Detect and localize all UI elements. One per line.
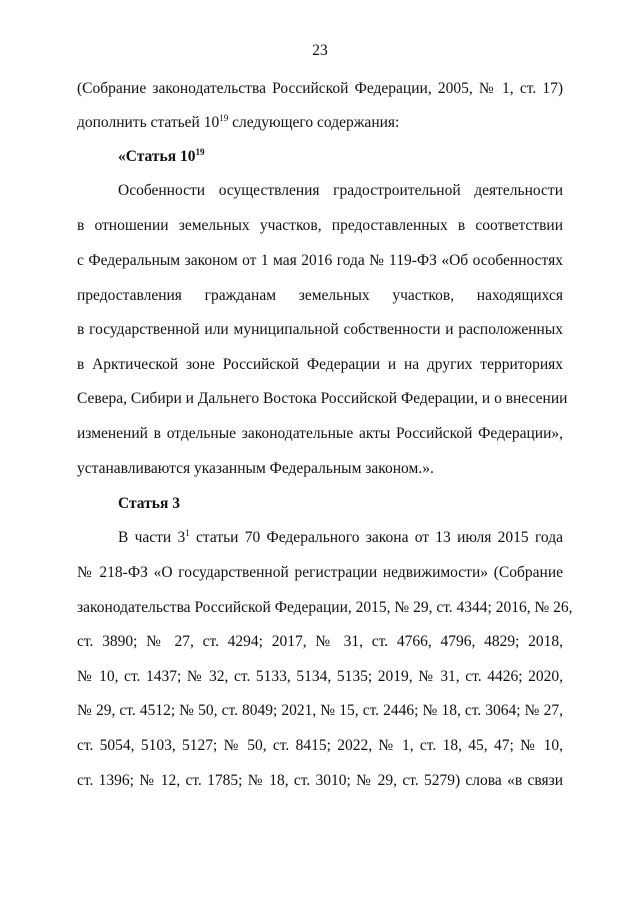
superscript: 1 [185, 528, 190, 538]
text-line: № 10, ст. 1437; № 32, ст. 5133, 5134, 5135; 2019, № 31, ст. 4426; 2020, [77, 668, 563, 685]
text-line: в государственной или муниципальной собственности и расположенных [77, 321, 563, 338]
text-span: «Статья 10 [118, 148, 196, 165]
superscript: 19 [195, 147, 205, 157]
text-span: В части 3 [118, 529, 186, 546]
text-line: Севера, Сибири и Дальнего Востока Российской Федерации, и о внесении [77, 390, 568, 407]
text-line: (Собрание законодательства Российской Федерации, 2005, № 1, ст. 17) [77, 80, 563, 97]
text-line: Особенности осуществления градостроительной деятельности [118, 182, 563, 199]
text-line: с Федеральным законом от 1 мая 2016 года № 119-ФЗ «Об особенностях [77, 252, 563, 269]
text-line: изменений в отдельные законодательные акты Российской Федерации», [77, 425, 563, 442]
text-line: в Арктической зоне Российской Федерации и на других территориях [77, 356, 563, 373]
text-line: № 29, ст. 4512; № 50, ст. 8049; 2021, № 15, ст. 2446; № 18, ст. 3064; № 27, [77, 702, 563, 719]
text-span: дополнить статьей 10 [77, 114, 220, 131]
page-number: 23 [312, 42, 328, 59]
text-line [77, 113, 563, 133]
text-span: следующего содержания: [228, 114, 400, 131]
text-line: ст. 1396; № 12, ст. 1785; № 18, ст. 3010; № 29, ст. 5279) слова «в связи [77, 772, 563, 789]
article-heading [118, 147, 563, 167]
superscript: 19 [219, 113, 229, 123]
text-line: предоставления гражданам земельных участков, находящихся [77, 287, 563, 304]
text-line: в отношении земельных участков, предоставленных в соответствии [77, 217, 563, 234]
text-line [118, 528, 563, 548]
text-span: статьи 70 Федерального закона от 13 июля 2015 года [189, 529, 563, 546]
text-line: законодательства Российской Федерации, 2015, № 29, ст. 4344; 2016, № 26, [77, 599, 573, 616]
article-heading: Статья 3 [118, 495, 180, 512]
text-line: № 218-ФЗ «О государственной регистрации недвижимости» (Собрание [77, 564, 563, 581]
text-line: ст. 5054, 5103, 5127; № 50, ст. 8415; 2022, № 1, ст. 18, 45, 47; № 10, [77, 737, 563, 754]
text-line: устанавливаются указанным Федеральным законом.». [77, 460, 434, 477]
text-line: ст. 3890; № 27, ст. 4294; 2017, № 31, ст. 4766, 4796, 4829; 2018, [77, 633, 563, 650]
